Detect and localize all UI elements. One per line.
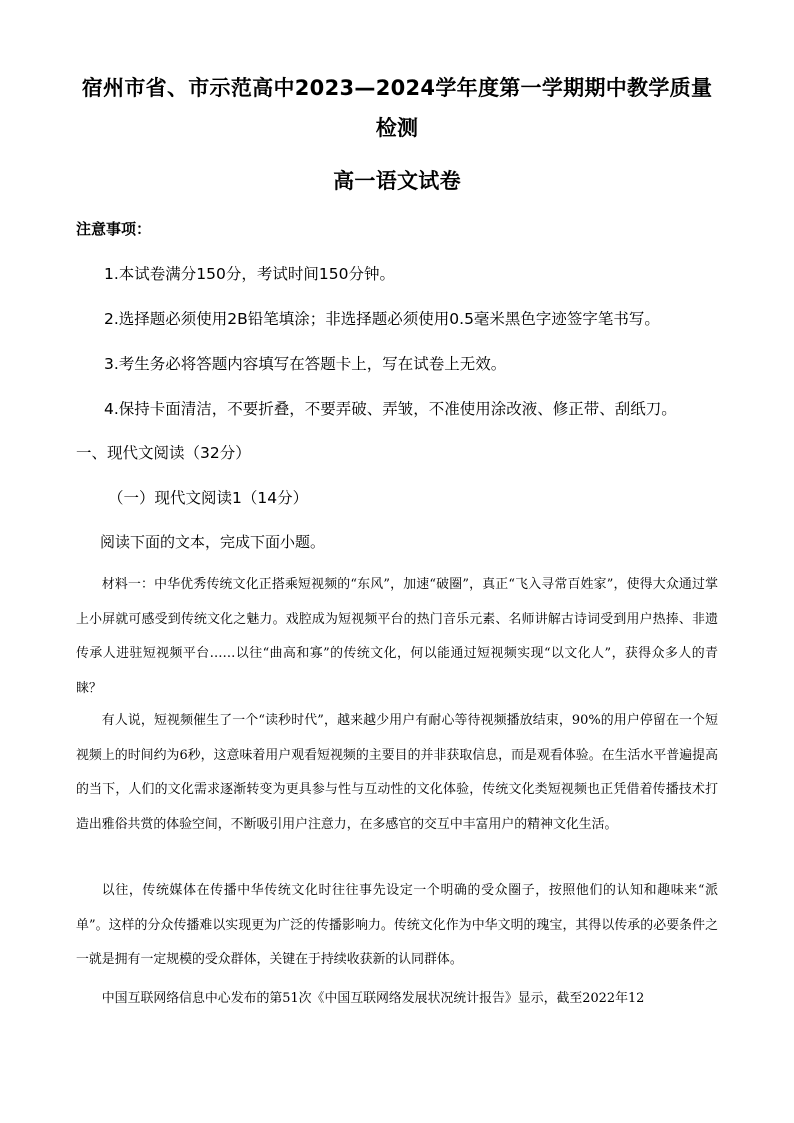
subsection-heading: （一）现代文阅读1（14分） xyxy=(108,489,309,507)
exam-title-line-1: 宿州市省、市示范高中2023—2024学年度第一学期期中教学质量 xyxy=(81,76,713,100)
notice-heading: 注意事项： xyxy=(76,220,152,238)
notice-item-1: 1.本试卷满分150分，考试时间150分钟。 xyxy=(104,265,395,283)
passage-paragraph-1: 材料一：中华优秀传统文化正搭乘短视频的“东风”，加速“破圈”，真正“飞入寻常百姓家”，使得大众通过掌上小屏就可感受到传统文化之魅力。戏腔成为短视频平台的热门音乐元素、名师讲解古诗词受到用户热捧、非遗传承人进驻短视频平台……以往“曲高和寡”的传统文化，何以能通过短视频实现“以文化人”，获得众多人的青睐？ xyxy=(76,577,718,696)
exam-title-line-2: 检测 xyxy=(375,116,419,140)
notice-item-4: 4.保持卡面清洁，不要折叠，不要弄破、弄皱，不准使用涂改液、修正带、刮纸刀。 xyxy=(104,400,677,418)
passage-paragraph-4: 中国互联网络信息中心发布的第51次《中国互联网络发展状况统计报告》显示，截至2022年12 xyxy=(101,991,645,1006)
reading-instruction: 阅读下面的文本，完成下面小题。 xyxy=(100,533,326,551)
notice-item-3: 3.考生务必将答题内容填写在答题卡上，写在试卷上无效。 xyxy=(104,355,507,373)
passage-paragraph-2: 有人说，短视频催生了一个“读秒时代”，越来越少用户有耐心等待视频播放结束，90%的用户停留在一个短视频上的时间约为6秒，这意味着用户观看短视频的主要目的并非获取信息，而是观看体验。在生活水平普遍提高的当下，人们的文化需求逐渐转变为更具参与性与互动性的文化体验，传统文化类短视频也正凭借着传播技术打造出雅俗共赏的体验空间，不断吸引用户注意力，在多感官的交互中丰富用户的精神文化生活。 xyxy=(76,713,718,832)
passage-paragraph-3: 以往，传统媒体在传播中华传统文化时往往事先设定一个明确的受众圈子，按照他们的认知和趣味来“派单”。这样的分众传播难以实现更为广泛的传播影响力。传统文化作为中华文明的瑰宝，其得以传承的必要条件之一就是拥有一定规模的受众群体，关键在于持续收获新的认同群体。 xyxy=(76,883,718,967)
exam-subtitle: 高一语文试卷 xyxy=(333,169,461,193)
notice-item-2: 2.选择题必须使用2B铅笔填涂；非选择题必须使用0.5毫米黑色字迹签字笔书写。 xyxy=(104,310,660,328)
section-heading: 一、现代文阅读（32分） xyxy=(76,444,251,462)
